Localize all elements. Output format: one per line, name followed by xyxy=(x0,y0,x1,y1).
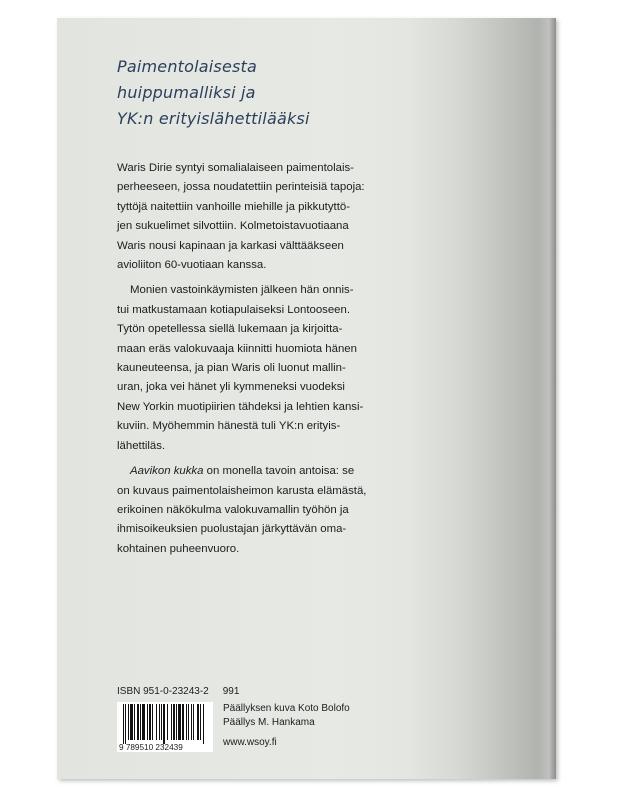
barcode-bar xyxy=(142,704,145,740)
barcode-bar xyxy=(137,704,139,740)
text-line: Monien vastoinkäymisten jälkeen hän onnis- xyxy=(130,284,354,297)
text-line: maan eräs valokuvaaja kiinnitti huomiota hänen xyxy=(117,342,357,355)
text-line: erikoinen näkökulma valokuvamallin työhön ja xyxy=(117,503,349,516)
isbn-number: ISBN 951-0-23243-2 xyxy=(117,686,209,697)
text-line: kohtainen puheenvuoro. xyxy=(117,542,240,555)
text-line: avioliiton 60-vuotiaan kanssa. xyxy=(117,259,267,272)
barcode-bar xyxy=(173,704,175,740)
cover-photo-credit: Päällyksen kuva Koto Bolofo xyxy=(223,703,350,714)
barcode-bar xyxy=(167,704,168,740)
cover-design-credit: Päällys M. Hankama xyxy=(223,716,315,728)
barcode-bar xyxy=(140,704,141,740)
barcode-bar xyxy=(197,704,199,740)
text-line xyxy=(117,462,387,481)
barcode-bar xyxy=(156,704,157,740)
headline-line-1: Paimentolaisesta xyxy=(117,57,258,76)
barcode-bar xyxy=(191,704,192,740)
barcode-bar xyxy=(152,704,153,740)
text-line: tyttöjä naitettiin vanhoille miehille ja pikkutyttö- xyxy=(117,200,350,213)
headline-line-2: huippumalliksi ja xyxy=(117,83,256,102)
text-line: Waris nousi kapinaan ja karkasi välttääkseen xyxy=(117,239,344,252)
barcode-bar xyxy=(203,704,204,744)
blurb-text xyxy=(117,159,387,565)
barcode-bar xyxy=(128,704,129,740)
text-line: Tytön opetellessa siellä lukemaan ja kirjoitta- xyxy=(117,323,343,336)
text-line: kuviin. Myöhemmin hänestä tuli YK:n erityis- xyxy=(117,420,341,433)
text-line: New Yorkin muotipiirien tähdeksi ja lehtien kansi- xyxy=(117,400,364,413)
barcode-graphic xyxy=(117,702,213,752)
classification-code: 991 xyxy=(222,686,240,697)
text-line: jen sukuelimet silvottiin. Kolmetoistavuotiaana xyxy=(117,220,349,233)
barcode-bar xyxy=(159,704,160,740)
text-line: lähettiläs. xyxy=(117,439,166,452)
barcode-bar xyxy=(134,704,135,740)
text-line: on kuvaus paimentolaisheimon karusta elämästä, xyxy=(117,484,367,497)
text-line: tui matkustamaan kotiapulaiseksi Lontooseen. xyxy=(117,303,351,316)
barcode-bar xyxy=(161,704,162,740)
barcode-bar xyxy=(186,704,187,740)
blurb-paragraph-3 xyxy=(117,462,387,559)
text-line: uran, joka vei hänet yli kymmeneksi vuodeksi xyxy=(117,381,345,394)
barcode xyxy=(117,702,213,752)
barcode-bar xyxy=(176,704,177,740)
blurb-paragraph-2 xyxy=(117,281,387,456)
blurb-paragraph-1 xyxy=(117,159,387,275)
text-line: kauneuteensa, ja pian Waris oli luonut mallin- xyxy=(117,362,346,375)
barcode-bar xyxy=(147,704,148,740)
text-line: Waris Dirie syntyi somalialaiseen paimentolais- xyxy=(117,162,354,174)
book-title: Aavikon kukka xyxy=(130,465,204,478)
barcode-bar xyxy=(123,704,124,744)
publisher-website: www.wsoy.fi xyxy=(223,737,277,748)
barcode-bar xyxy=(171,704,172,740)
barcode-digits: 9 789510 232439 xyxy=(119,743,183,752)
barcode-bar xyxy=(125,704,126,744)
barcode-bar xyxy=(163,704,165,744)
barcode-bar xyxy=(200,704,201,740)
barcode-bar xyxy=(149,704,151,740)
cover-headline xyxy=(117,54,477,132)
barcode-bar xyxy=(130,704,133,740)
book-back-cover xyxy=(57,18,556,779)
credits-block xyxy=(223,702,350,750)
headline-line-3: YK:n erityislähettilääksi xyxy=(117,109,310,128)
text-fragment: on monella tavoin antoisa: se xyxy=(203,465,355,478)
barcode-bar xyxy=(178,704,181,740)
barcode-bar xyxy=(188,704,189,740)
isbn-row xyxy=(117,686,239,697)
text-line: perheeseen, jossa noudatettiin perinteisiä tapoja: xyxy=(117,181,365,194)
barcode-bar xyxy=(182,704,184,740)
barcode-bar xyxy=(193,704,194,740)
text-line: ihmisoikeuksien puolustajan järkyttävän oma- xyxy=(117,523,347,536)
